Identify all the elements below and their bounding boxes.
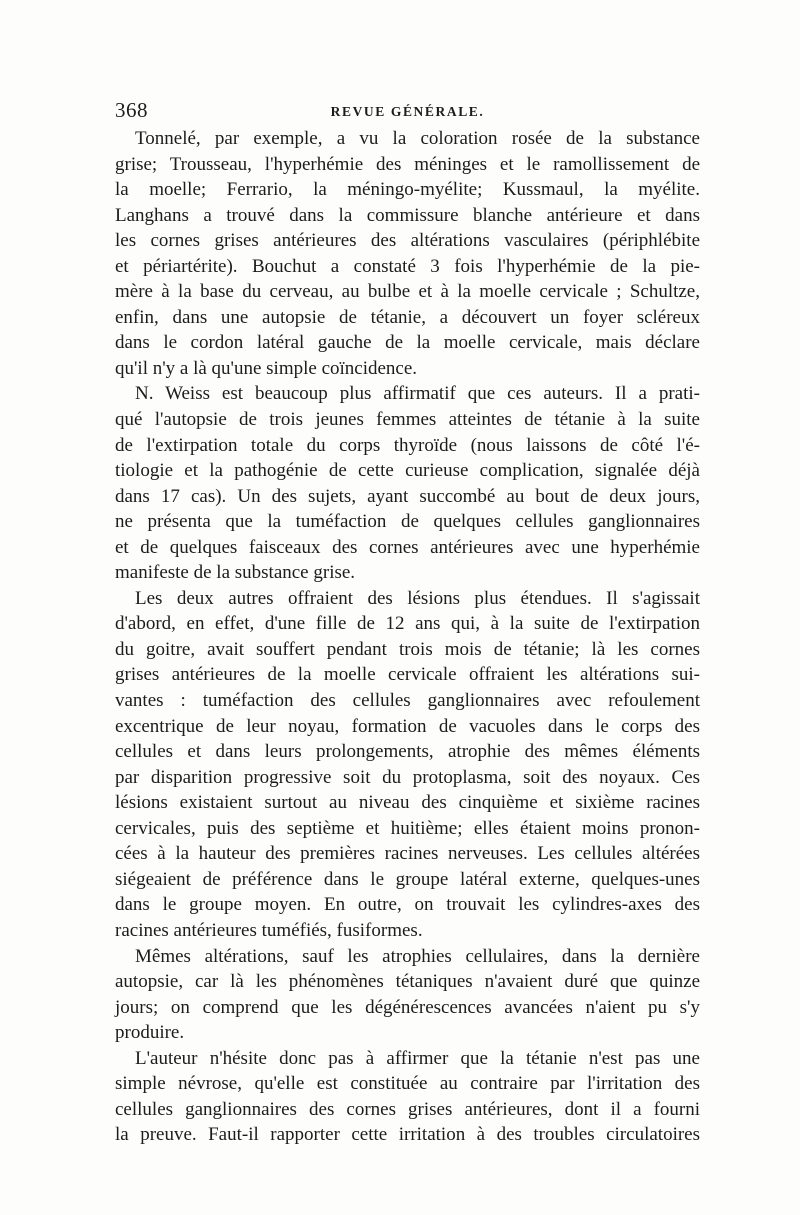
text-line: cervicales, puis des septième et huitième; elles étaient moins pronon- [115,817,700,839]
text-line: et périartérite). Bouchut a constaté 3 fois l'hyperhémie de la pie- [115,255,700,277]
text-line: Langhans a trouvé dans la commissure blanche antérieure et dans [115,204,700,226]
text-line: les cornes grises antérieures des altérations vasculaires (périphlébite [115,230,700,252]
text-line: dans 17 cas). Un des sujets, ayant succombé au bout de deux jours, [115,485,700,507]
text-line: simple névrose, qu'elle est constituée au contraire par l'irritation des [115,1073,700,1095]
text-line: cellules et dans leurs prolongements, atrophie des mêmes éléments [115,741,700,763]
text-line: tiologie et la pathogénie de cette curieuse complication, signalée déjà [115,460,700,482]
text-line: Tonnelé, par exemple, a vu la coloration rosée de la substance [135,128,700,149]
text-line: lésions existaient surtout au niveau des cinquième et sixième racines [115,792,700,814]
text-line: siégeaient de préférence dans le groupe latéral externe, quelques-unes [115,868,700,890]
text-line: cées à la hauteur des premières racines nerveuses. Les cellules altérées [115,843,700,865]
text-line: la preuve. Faut-il rapporter cette irritation à des troubles circulatoires [115,1124,700,1146]
text-line: enfin, dans une autopsie de tétanie, a découvert un foyer scléreux [115,306,700,328]
text-line: dans le groupe moyen. En outre, on trouvait les cylindres-axes des [115,894,700,916]
text-line: grises antérieures de la moelle cervicale offraient les altérations sui- [115,664,700,686]
text-line: de l'extirpation totale du corps thyroïde (nous laissons de côté l'é- [115,434,700,456]
text-line: d'abord, en effet, d'une fille de 12 ans qui, à la suite de l'extirpation [115,613,700,635]
text-line: racines antérieures tuméfiés, fusiformes. [115,919,423,941]
page-number: 368 [115,98,148,122]
text-line: jours; on comprend que les dégénérescences avancées n'aient pu s'y [115,996,700,1018]
text-line: excentrique de leur noyau, formation de vacuoles dans le corps des [115,715,700,737]
text-line: ne présenta que la tuméfaction de quelques cellules ganglionnaires [115,511,700,533]
page-header [115,98,700,124]
text-line: cellules ganglionnaires des cornes grises antérieures, dont il a fourni [115,1098,700,1120]
text-line: produire. [115,1022,185,1044]
text-line: manifeste de la substance grise. [115,562,356,584]
text-line: dans le cordon latéral gauche de la moelle cervicale, mais déclare [115,332,700,354]
text-line: Les deux autres offraient des lésions plus étendues. Il s'agissait [135,587,700,609]
body-text [115,126,700,1148]
text-line: par disparition progressive soit du protoplasma, soit des noyaux. Ces [115,766,700,788]
text-line: Mêmes altérations, sauf les atrophies cellulaires, dans la dernière [135,945,700,967]
text-line: L'auteur n'hésite donc pas à affirmer que la tétanie n'est pas une [135,1047,700,1069]
text-line: grise; Trousseau, l'hyperhémie des méninges et le ramollissement de [115,153,700,175]
text-line: autopsie, car là les phénomènes tétaniques n'avaient duré que quinze [115,971,700,993]
text-line: qu'il n'y a là qu'une simple coïncidence. [115,357,418,379]
text-line: du goitre, avait souffert pendant trois mois de tétanie; là les cornes [115,638,700,660]
running-title: REVUE GÉNÉRALE. [330,104,485,119]
text-line: qué l'autopsie de trois jeunes femmes atteintes de tétanie à la suite [115,409,700,431]
text-line: vantes : tuméfaction des cellules ganglionnaires avec refoulement [115,690,700,712]
text-line: la moelle; Ferrario, la méningo-myélite; Kussmaul, la myélite. [115,179,700,201]
text-line: N. Weiss est beaucoup plus affirmatif que ces auteurs. Il a prati- [135,383,700,405]
text-line: mère à la base du cerveau, au bulbe et à la moelle cervicale ; Schultze, [115,281,700,303]
text-line: et de quelques faisceaux des cornes antérieures avec une hyperhémie [115,536,700,558]
